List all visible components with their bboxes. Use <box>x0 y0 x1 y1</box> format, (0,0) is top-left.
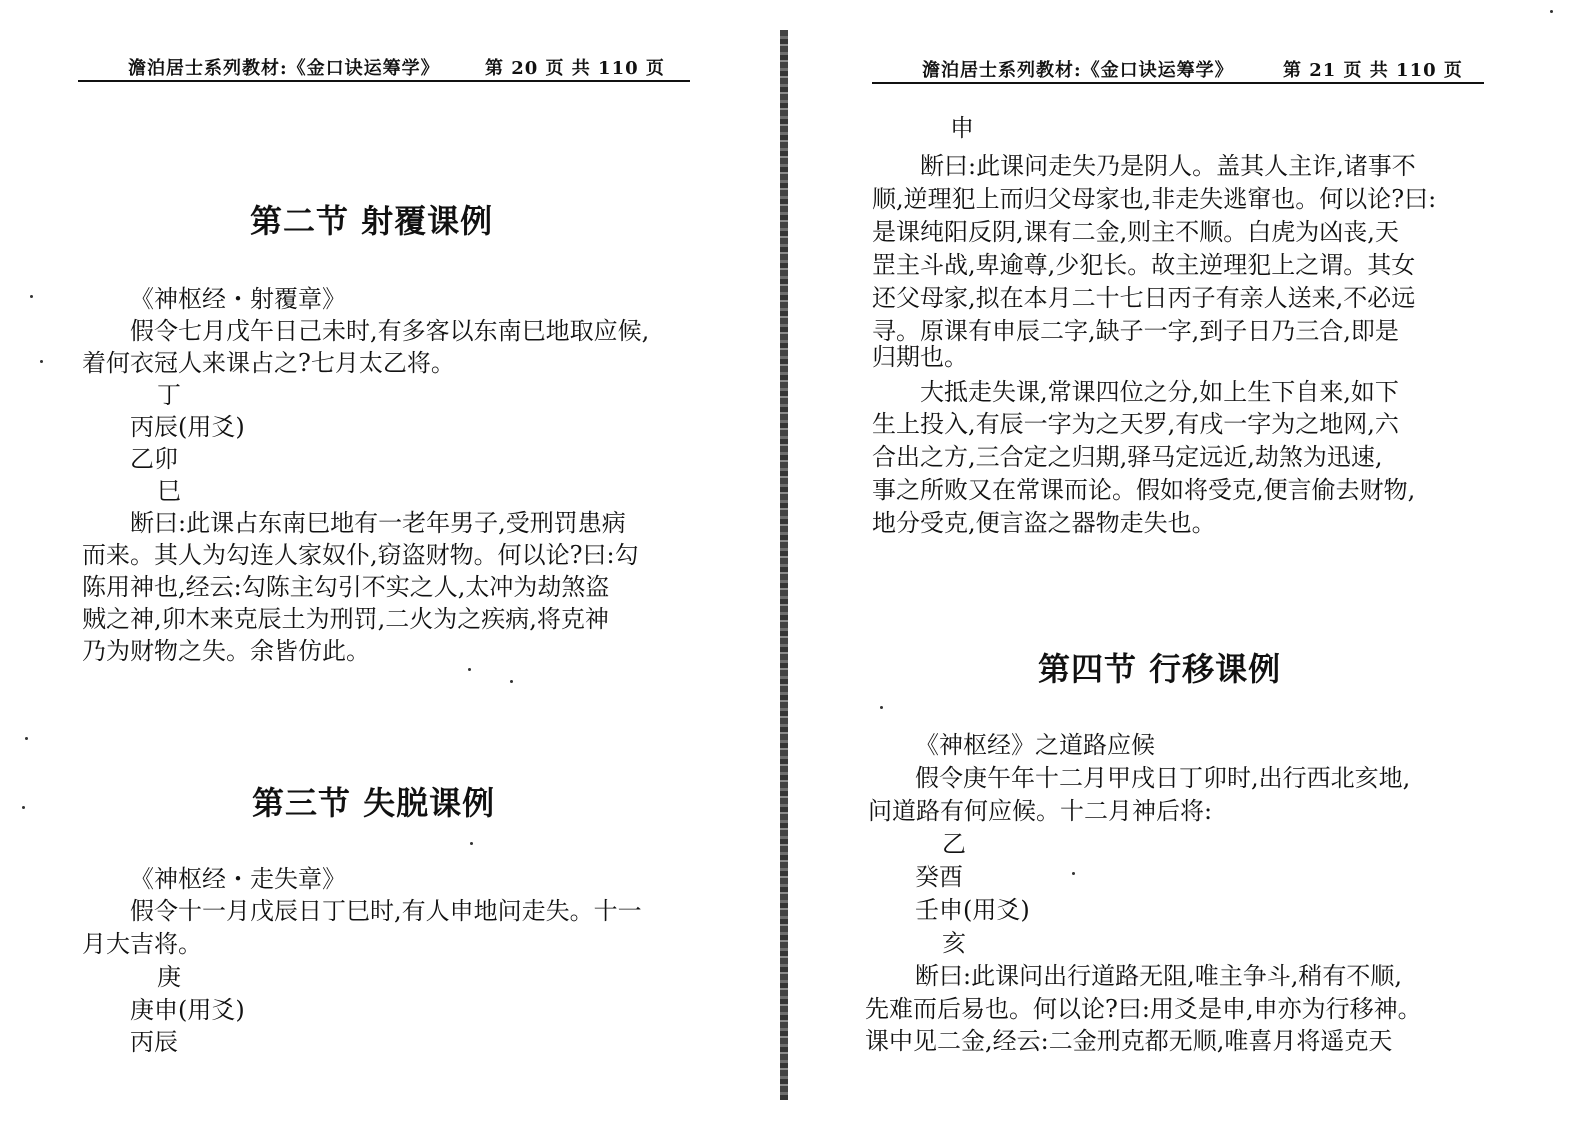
text-line: 地分受克,便言盗之器物走失也。 <box>872 509 1216 537</box>
text-line: 生上投入,有辰一字为之天罗,有戌一字为之地网,六 <box>872 410 1399 438</box>
text-line: 假令十一月戊辰日丁巳时,有人申地问走失。十一 <box>130 897 642 925</box>
section-heading: 第四节 行移课例 <box>1038 650 1282 688</box>
text-line: 假令庚午年十二月甲戌日丁卯时,出行西北亥地, <box>915 764 1411 792</box>
text-line: 是课纯阳反阴,课有二金,则主不顺。白虎为凶丧,天 <box>872 218 1399 246</box>
text-line: 丁 <box>157 381 181 409</box>
header-rule <box>872 82 1484 84</box>
scan-speck <box>468 668 471 671</box>
text-line: 巳 <box>157 477 181 505</box>
text-line: 乙 <box>942 830 966 858</box>
text-line: 申 <box>950 114 974 142</box>
page-header <box>922 56 1463 82</box>
text-line: 断曰:此课问出行道路无阻,唯主争斗,稍有不顺, <box>915 962 1402 990</box>
text-line: 事之所败又在常课而论。假如将受克,便言偷去财物, <box>872 476 1416 504</box>
right-page <box>790 0 1589 1122</box>
text-line: 着何衣冠人来课占之?七月太乙将。 <box>82 349 455 377</box>
text-line: 《神枢经・走失章》 <box>130 865 346 893</box>
scan-speck <box>40 360 43 363</box>
text-line: 断曰:此课问走失乃是阴人。盖其人主诈,诸事不 <box>920 152 1416 180</box>
text-line: 顺,逆理犯上而归父母家也,非走失逃窜也。何以论?曰: <box>872 185 1437 213</box>
text-line: 庚申(用爻) <box>130 996 245 1024</box>
header-page-info: 第 20 页 共 110 页 <box>484 58 665 79</box>
left-page <box>0 0 780 1122</box>
text-line: 陈用神也,经云:勾陈主勾引不实之人,太冲为劫煞盗 <box>82 573 610 601</box>
text-line: 先难而后易也。何以论?曰:用爻是申,申亦为行移神。 <box>865 995 1422 1023</box>
scan-speck <box>30 295 33 298</box>
scan-speck <box>1072 872 1075 875</box>
header-title: 澹泊居士系列教材:《金口诀运筹学》 <box>128 58 440 79</box>
text-line: 大抵走失课,常课四位之分,如上生下自来,如下 <box>920 378 1399 406</box>
book-spine <box>780 30 788 1100</box>
text-line: 归期也。 <box>872 343 968 371</box>
scan-speck <box>25 737 28 740</box>
text-line: 问道路有何应候。十二月神后将: <box>868 797 1213 825</box>
text-line: 癸酉 <box>915 863 963 891</box>
text-line: 亥 <box>942 929 966 957</box>
text-line: 课中见二金,经云:二金刑克都无顺,唯喜月将遥克天 <box>865 1027 1393 1055</box>
section-heading: 第二节 射覆课例 <box>250 202 494 240</box>
text-line: 丙辰(用爻) <box>130 413 245 441</box>
text-line: 乃为财物之失。余皆仿此。 <box>82 637 370 665</box>
text-line: 而来。其人为勾连人家奴仆,窃盗财物。何以论?曰:勾 <box>82 541 639 569</box>
scan-speck <box>1550 10 1553 13</box>
section-heading: 第三节 失脱课例 <box>252 784 496 822</box>
text-line: 庚 <box>157 963 181 991</box>
text-line: 《神枢经・射覆章》 <box>130 285 346 313</box>
header-page-info: 第 21 页 共 110 页 <box>1282 60 1463 81</box>
text-line: 合出之方,三合定之归期,驿马定远近,劫煞为迅速, <box>872 443 1383 471</box>
text-line: 假令七月戊午日己未时,有多客以东南巳地取应候, <box>130 317 650 345</box>
header-rule <box>78 80 690 82</box>
text-line: 寻。原课有申辰二字,缺子一字,到子日乃三合,即是 <box>872 317 1399 345</box>
scan-speck <box>22 806 25 809</box>
text-line: 《神枢经》之道路应候 <box>915 731 1155 759</box>
scan-speck <box>470 842 473 845</box>
header-title: 澹泊居士系列教材:《金口诀运筹学》 <box>922 60 1234 81</box>
scan-speck <box>880 706 883 709</box>
text-line: 乙卯 <box>130 445 178 473</box>
text-line: 断曰:此课占东南巳地有一老年男子,受刑罚患病 <box>130 509 626 537</box>
text-line: 壬申(用爻) <box>915 896 1030 924</box>
page-header <box>128 54 665 80</box>
text-line: 罡主斗战,卑逾尊,少犯长。故主逆理犯上之谓。其女 <box>872 251 1416 279</box>
scan-speck <box>510 680 513 683</box>
text-line: 丙辰 <box>130 1028 178 1056</box>
text-line: 贼之神,卯木来克辰土为刑罚,二火为之疾病,将克神 <box>82 605 609 633</box>
text-line: 月大吉将。 <box>82 930 202 958</box>
text-line: 还父母家,拟在本月二十七日丙子有亲人送来,不必远 <box>872 284 1416 312</box>
